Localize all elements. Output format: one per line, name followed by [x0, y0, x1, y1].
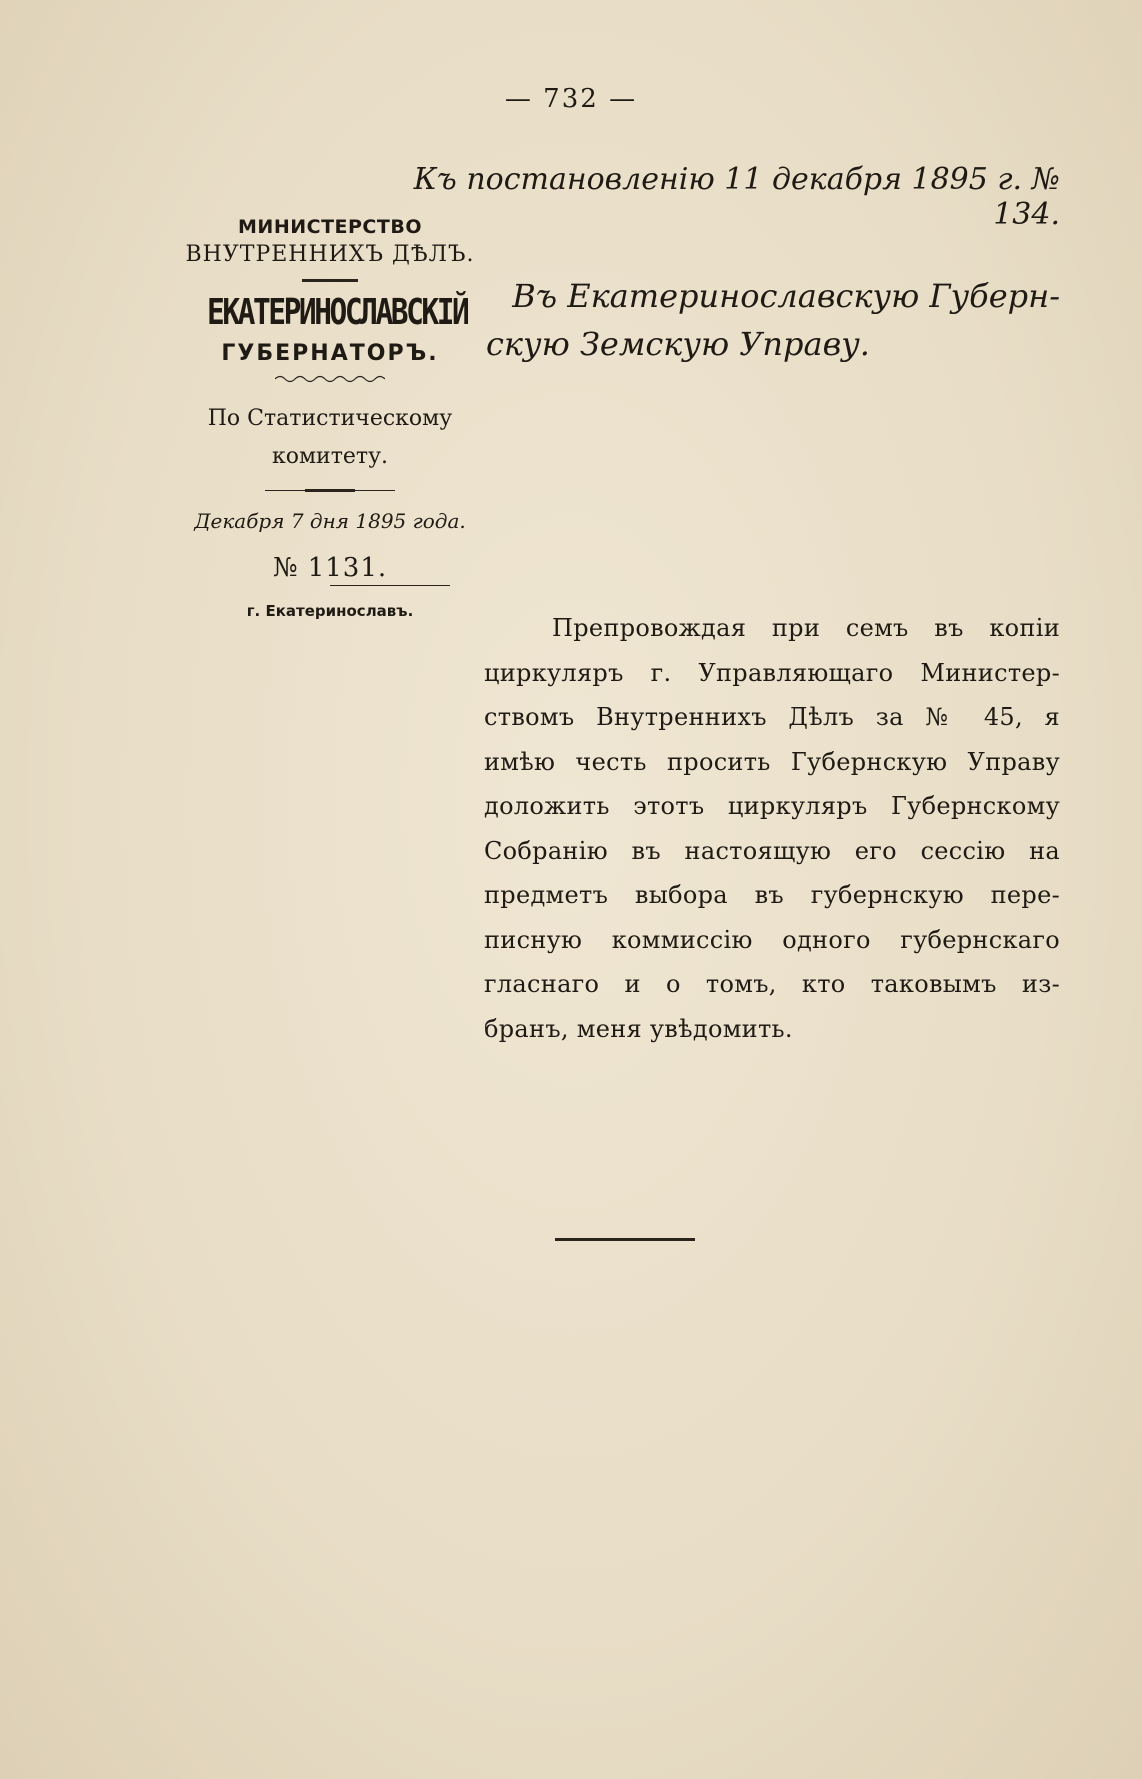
letter-date: Декабря 7 дня 1895 года.: [194, 509, 466, 533]
divider: [265, 490, 395, 491]
letter-city: г. Екатеринославъ.: [246, 602, 414, 620]
body-line: циркуляръ г. Управляющаго Министер-: [484, 658, 1060, 687]
divider: [330, 585, 450, 586]
letter-number: № 1131.: [272, 553, 388, 583]
letterhead-ministry: МИНИСТЕРСТВО: [238, 216, 422, 238]
body-line: ствомъ Внутреннихъ Дѣлъ за № 45, я: [484, 703, 1060, 731]
wavy-divider: [275, 372, 385, 386]
body-line: предметъ выбора въ губернскую пере-: [484, 881, 1060, 909]
body-line: бранъ, меня увѣдомить.: [484, 1014, 793, 1043]
body-line: имѣю честь просить Губернскую Управу: [484, 747, 1060, 776]
page-number: — 732 —: [504, 84, 638, 114]
letterhead-office: ЕКАТЕРИНОСЛАВСКІЙ: [207, 292, 468, 333]
body-line: Собранію въ настоящую его сессію на: [484, 836, 1060, 865]
addressee-line2: скую Земскую Управу.: [486, 325, 870, 363]
letterhead-department: ВНУТРЕННИХЪ ДѢЛЪ.: [185, 242, 475, 267]
letter-body: [484, 606, 1060, 1051]
resolution-reference: Къ постановленію 11 декабря 1895 г. № 134.: [413, 162, 1060, 232]
letterhead: [180, 216, 480, 620]
addressee-line1: Въ Екатеринославскую Губерн-: [512, 277, 1060, 315]
body-line: доложить этотъ циркуляръ Губернскому: [484, 792, 1060, 820]
addressee: [486, 272, 1060, 368]
body-line: писную коммиссію одного губернскаго: [484, 925, 1060, 954]
letterhead-title: ГУБЕРНАТОРЪ.: [221, 341, 439, 366]
letterhead-subject: [180, 400, 480, 476]
letterhead-subject-line2: комитету.: [271, 444, 389, 469]
body-line: Препровождая при семъ въ копіи: [552, 614, 1060, 642]
divider: [302, 279, 358, 282]
letterhead-subject-line1: По Статистическому: [207, 406, 453, 431]
body-line: гласнаго и о томъ, кто таковымъ из-: [484, 970, 1060, 998]
end-divider: [555, 1238, 695, 1241]
